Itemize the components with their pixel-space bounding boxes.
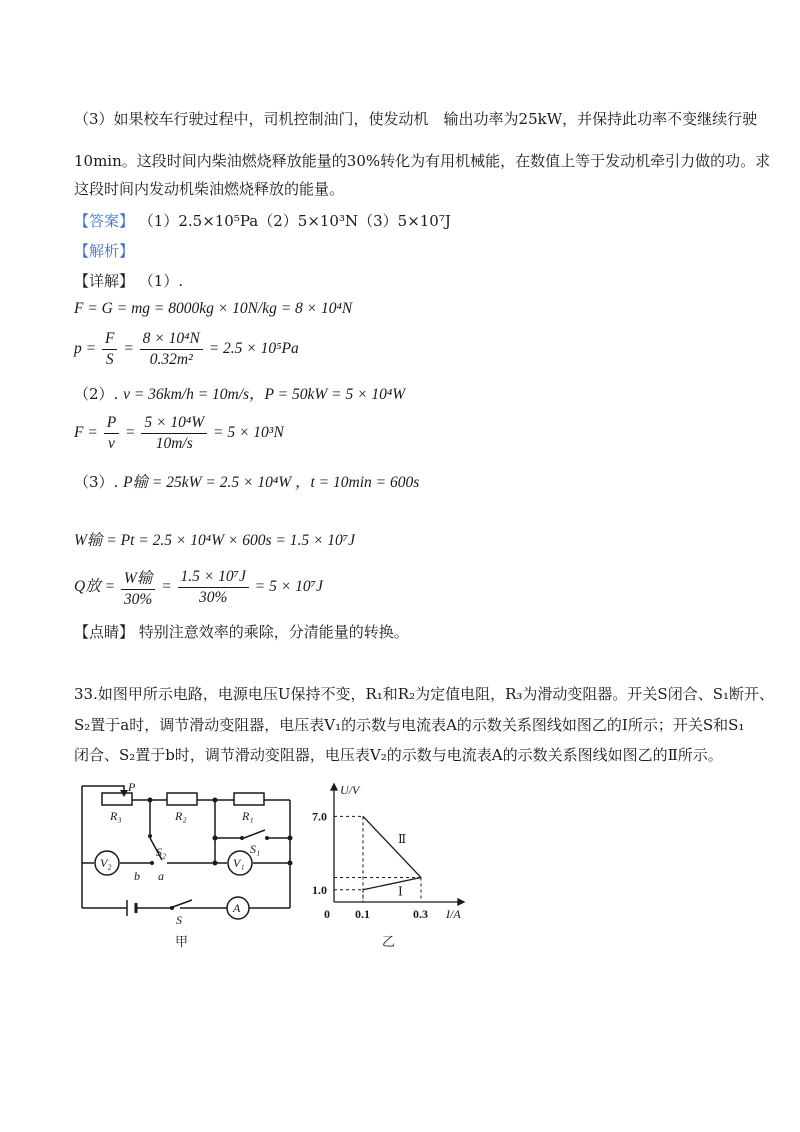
answer-tag: 【答案】 — [74, 212, 135, 230]
equation-2: p = $\frac{F}{S}$ = $\frac{\text{8 × 10⁴N}}{\text{0.32m²}}$ = 2.5 × 10⁵Pa — [74, 330, 299, 368]
label-r1: R₁ — [242, 809, 254, 823]
answer-row — [74, 210, 451, 231]
q33-line2: S₂置于a时，调节滑动变阻器，电压表V₁的示数与电流表A的示数关系图线如图乙的Ⅰ所示；开关S和S₁ — [74, 716, 745, 734]
label-a-point: a — [158, 869, 164, 883]
part3-line1: （3）如果校车行驶过程中，司机控制油门，使发动机 输出功率为25kW，并保持此功率不变继续行驶 — [74, 110, 758, 128]
step3-label: （3）. — [74, 473, 119, 491]
origin-label: 0 — [324, 907, 330, 921]
label-s: S — [176, 913, 182, 927]
x-axis-arrow — [458, 899, 464, 905]
label-p: P — [128, 780, 136, 794]
circuit-caption: 甲 — [175, 934, 189, 949]
series-label-1: Ⅱ — [398, 831, 407, 846]
step2-label: （2）. — [74, 385, 119, 403]
series-line-2 — [363, 878, 421, 890]
q33-line3: 闭合、S₂置于b时，调节滑动变阻器，电压表V₂的示数与电流表A的示数关系图线如图乙的Ⅱ所示。 — [74, 746, 723, 764]
analysis-tag: 【解析】 — [74, 242, 135, 260]
equation-7: Q放 = $\frac{\text{W输}}{30\%}$ = $\frac{\text{1.5 × 10⁷J}}{30\%}$ = 5 × 10⁷J — [74, 568, 323, 608]
q33-line1: 33.如图甲所示电路，电源电压U保持不变，R₁和R₂为定值电阻，R₃为滑动变阻器。开关S闭合、S₁断开、 — [74, 685, 774, 703]
label-s2: S₂ — [156, 845, 167, 859]
comment-text: 特别注意效率的乘除，分清能量的转换。 — [138, 623, 409, 641]
detail-tag: 【详解】 — [74, 272, 135, 290]
x-axis-label: I/A — [446, 907, 461, 921]
label-v1: V₁ — [233, 856, 245, 870]
step1-label: （1）. — [138, 272, 184, 290]
comment-row — [74, 621, 409, 642]
step3-row — [74, 470, 419, 492]
label-ammeter: A — [233, 901, 241, 915]
y-tick-label-0: 7.0 — [312, 809, 327, 824]
step2-row — [74, 382, 405, 404]
equation-1: F = G = mg = 8000kg × 10N/kg = 8 × 10⁴N — [74, 300, 353, 317]
label-b-point: b — [134, 869, 140, 883]
part3-line2: 10min。这段时间内柴油燃烧释放能量的30%转化为有用机械能，在数值上等于发动机牵引力做的功。求 — [74, 152, 771, 170]
chart-title: 乙 — [382, 934, 396, 949]
answer-text: （1）2.5⨯10⁵Pa（2）5⨯10³N（3）5×10⁷J — [138, 212, 451, 230]
series-label-2: Ⅰ — [398, 884, 403, 899]
label-r2: R₂ — [175, 809, 187, 823]
ui-graph — [310, 782, 470, 952]
series-line-1 — [363, 816, 421, 877]
label-v2: V₂ — [100, 856, 112, 870]
equation-3: v = 36km/h = 10m/s，P = 50kW = 5 × 10⁴W — [123, 386, 406, 403]
label-s1: S₁ — [250, 842, 261, 856]
equation-5: P输 = 25kW = 2.5 × 10⁴W ，t = 10min = 600s — [123, 474, 420, 491]
part3-line3: 这段时间内发动机柴油燃烧释放的能量。 — [74, 180, 345, 198]
circuit-diagram — [72, 778, 304, 953]
x-tick-label-1: 0.3 — [413, 907, 428, 921]
equation-4: F = $\frac{P}{v}$ = $\frac{\text{5 × 10⁴W}}{10m/s}$ = 5 × 10³N — [74, 414, 284, 452]
y-axis-arrow — [331, 784, 337, 790]
equation-6: W输 = Pt = 2.5 × 10⁴W × 600s = 1.5 × 10⁷J — [74, 532, 356, 549]
label-r3: R₃ — [110, 809, 122, 823]
y-tick-label-1: 1.0 — [312, 882, 327, 897]
x-tick-label-0: 0.1 — [355, 907, 370, 921]
comment-tag: 【点睛】 — [74, 623, 135, 641]
y-axis-label: U/V — [340, 783, 360, 797]
detail-row — [74, 270, 183, 291]
